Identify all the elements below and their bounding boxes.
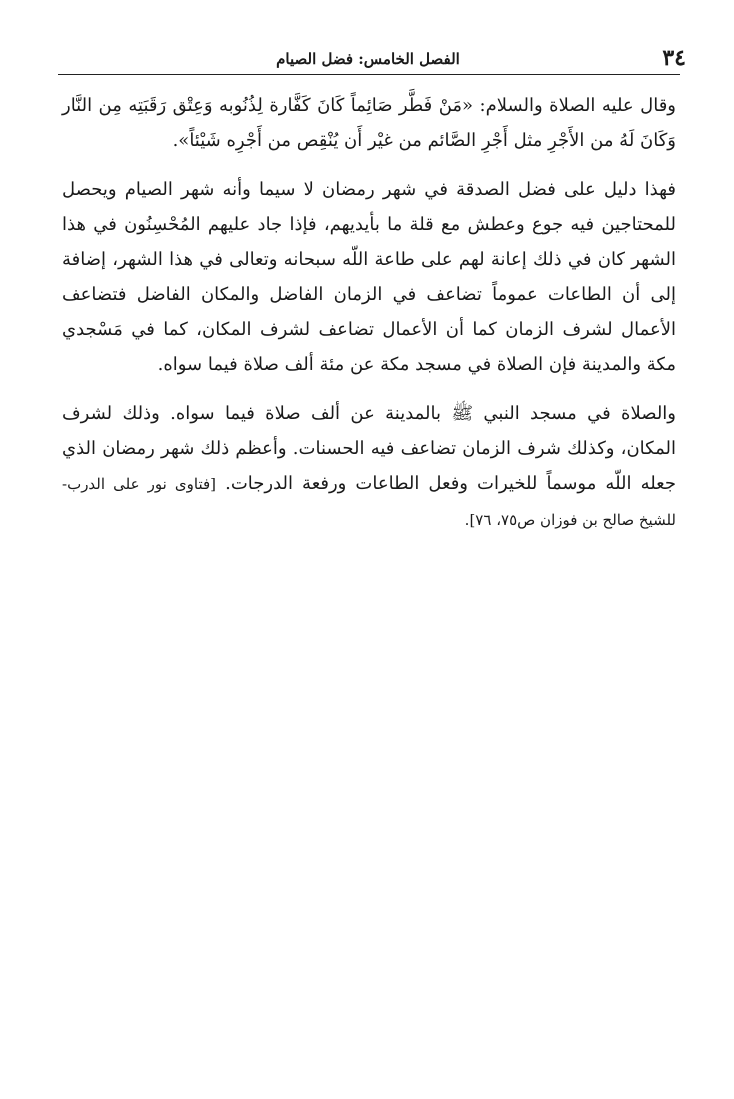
paragraph-explanation	[62, 172, 676, 382]
paragraph-text: وقال عليه الصلاة والسلام: «مَنْ فَطَّر صَائِماً كَانَ كَفَّارة لِذُنُوبه وَعِتْق رَقَبَتِه مِن النَّار وَكَانَ لَهُ من الأَجْرِ مثل أَجْرِ الصَّائم من غيْر أَن يُنْقِص من أَجْرِه شَيْئاً».	[62, 95, 676, 151]
running-header	[50, 44, 686, 72]
header-divider	[58, 74, 680, 75]
body-text	[62, 88, 676, 552]
paragraph-text: فهذا دليل على فضل الصدقة في شهر رمضان لا سيما وأنه شهر الصيام ويحصل للمحتاجين فيه جوع وعطش مع قلة ما بأيديهم، فإذا جاد عليهم المُحْسِنُون في هذا الشهر كان في ذلك إعانة لهم على طاعة اللّه سبحانه وتعالى في هذا الشهر، إضافة إلى أن الطاعات عموماً تضاعف في الزمان الفاضل والمكان الفاضل فتضاعف الأعمال لشرف الزمان كما أن الأعمال تضاعف لشرف المكان، كما في مَسْجدي مكة والمدينة فإن الصلاة في مسجد مكة عن مئة ألف صلاة فيما سواه.	[62, 179, 676, 375]
chapter-title: الفصل الخامس: فضل الصيام	[276, 50, 460, 68]
source-citation: [فتاوى نور على الدرب- للشيخ صالح بن فوزان ص٧٥، ٧٦].	[62, 475, 676, 529]
paragraph-text: والصلاة في مسجد النبي ﷺ بالمدينة عن ألف صلاة فيما سواه. وذلك لشرف المكان، وكذلك شرف الزمان تضاعف فيه الحسنات. وأعظم ذلك شهر رمضان الذي جعله اللّه موسماً للخيرات وفعل الطاعات ورفعة الدرجات.	[62, 403, 676, 494]
page-number: ٣٤	[662, 45, 686, 71]
paragraph-mosque-virtue	[62, 396, 676, 538]
paragraph-hadith	[62, 88, 676, 158]
